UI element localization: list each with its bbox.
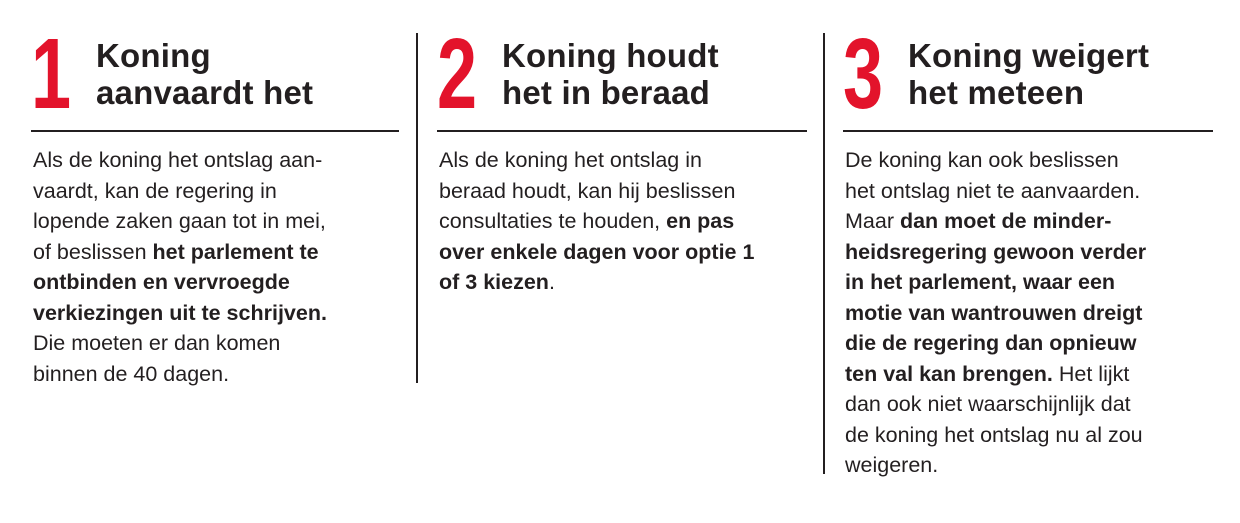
body-line xyxy=(845,176,1213,207)
body-line xyxy=(845,389,1213,420)
body-line xyxy=(845,359,1213,390)
option-header-2 xyxy=(437,18,807,130)
body-line xyxy=(845,420,1213,451)
body-line xyxy=(33,359,399,390)
column-divider-2 xyxy=(823,33,825,474)
body-text-bold: en pas xyxy=(666,209,735,233)
option-title-2 xyxy=(502,37,719,111)
body-text-bold: verkiezingen uit te schrijven. xyxy=(33,300,327,325)
body-text-bold: die de regering dan opnieuw xyxy=(845,331,1137,355)
body-line xyxy=(33,298,399,329)
body-line xyxy=(439,267,807,298)
body-text-run: Maar xyxy=(845,209,900,233)
body-text-bold: motie van wantrouwen dreigt xyxy=(845,300,1143,325)
option-number-3: 3 xyxy=(843,18,884,130)
body-line xyxy=(845,298,1213,329)
body-text-run: vaardt, kan de regering in xyxy=(33,178,277,203)
option-body-3 xyxy=(845,145,1213,481)
body-line xyxy=(845,328,1213,359)
option-header-3 xyxy=(843,18,1213,130)
body-text-run: Als de koning het ontslag in xyxy=(439,148,702,172)
body-text-run: De koning kan ook beslissen xyxy=(845,148,1119,172)
body-line xyxy=(845,206,1213,237)
body-line xyxy=(33,206,399,237)
option-number-1: 1 xyxy=(31,18,72,130)
option-title-2-line-2: het in beraad xyxy=(502,74,710,111)
body-line xyxy=(33,145,399,176)
body-text-bold: of 3 kiezen xyxy=(439,270,549,294)
body-text-run: de koning het ontslag nu al zou xyxy=(845,422,1143,447)
option-column-1 xyxy=(31,18,399,389)
body-text-bold: het parlement te xyxy=(152,239,319,264)
option-title-3-line-2: het meteen xyxy=(908,74,1085,111)
body-text-bold: dan moet de minder- xyxy=(899,209,1112,233)
option-column-2 xyxy=(437,18,807,298)
option-title-1-line-1: Koning xyxy=(96,37,211,74)
body-line xyxy=(845,237,1213,268)
option-title-1-line-2: aanvaardt het xyxy=(96,74,314,111)
option-title-1 xyxy=(96,37,313,111)
body-text-bold: heidsregering gewoon verder xyxy=(845,239,1147,264)
body-line xyxy=(33,328,399,359)
header-divider-2 xyxy=(437,130,807,132)
body-text-run: binnen de 40 dagen. xyxy=(33,361,230,386)
option-header-1 xyxy=(31,18,399,130)
body-line xyxy=(845,267,1213,298)
body-line xyxy=(33,237,399,268)
body-text-bold: in het parlement, waar een xyxy=(845,270,1116,294)
header-divider-3 xyxy=(843,130,1213,132)
option-body-1 xyxy=(33,145,399,389)
option-title-3-line-1: Koning weigert xyxy=(908,37,1150,74)
body-text-run: . xyxy=(548,270,555,294)
body-line xyxy=(845,145,1213,176)
body-text-run: Het lijkt xyxy=(1052,361,1130,386)
body-text-bold: ontbinden en vervroegde xyxy=(33,270,290,294)
body-line xyxy=(439,176,807,207)
body-line xyxy=(845,450,1213,481)
body-text-run: consultaties te houden, xyxy=(439,209,667,233)
body-line xyxy=(33,267,399,298)
body-text-bold: over enkele dagen voor optie 1 xyxy=(439,239,755,264)
option-title-2-line-1: Koning houdt xyxy=(502,37,719,74)
body-text-run: beraad houdt, kan hij beslissen xyxy=(439,178,736,203)
column-divider-1 xyxy=(416,33,418,383)
option-number-2: 2 xyxy=(437,18,478,130)
body-text-run: dan ook niet waarschijnlijk dat xyxy=(845,392,1131,416)
body-line xyxy=(439,237,807,268)
body-text-run: weigeren. xyxy=(845,453,939,477)
body-line xyxy=(439,145,807,176)
body-text-run: lopende zaken gaan tot in mei, xyxy=(33,209,326,233)
body-line xyxy=(439,206,807,237)
body-text-bold: ten val kan brengen. xyxy=(845,361,1053,386)
body-text-run: Als de koning het ontslag aan- xyxy=(33,148,323,172)
option-body-2 xyxy=(439,145,807,298)
body-text-run: Die moeten er dan komen xyxy=(33,331,281,355)
body-text-run: of beslissen xyxy=(33,239,153,264)
header-divider-1 xyxy=(31,130,399,132)
option-column-3 xyxy=(843,18,1213,481)
body-line xyxy=(33,176,399,207)
option-title-3 xyxy=(908,37,1149,111)
body-text-run: het ontslag niet te aanvaarden. xyxy=(845,178,1141,203)
